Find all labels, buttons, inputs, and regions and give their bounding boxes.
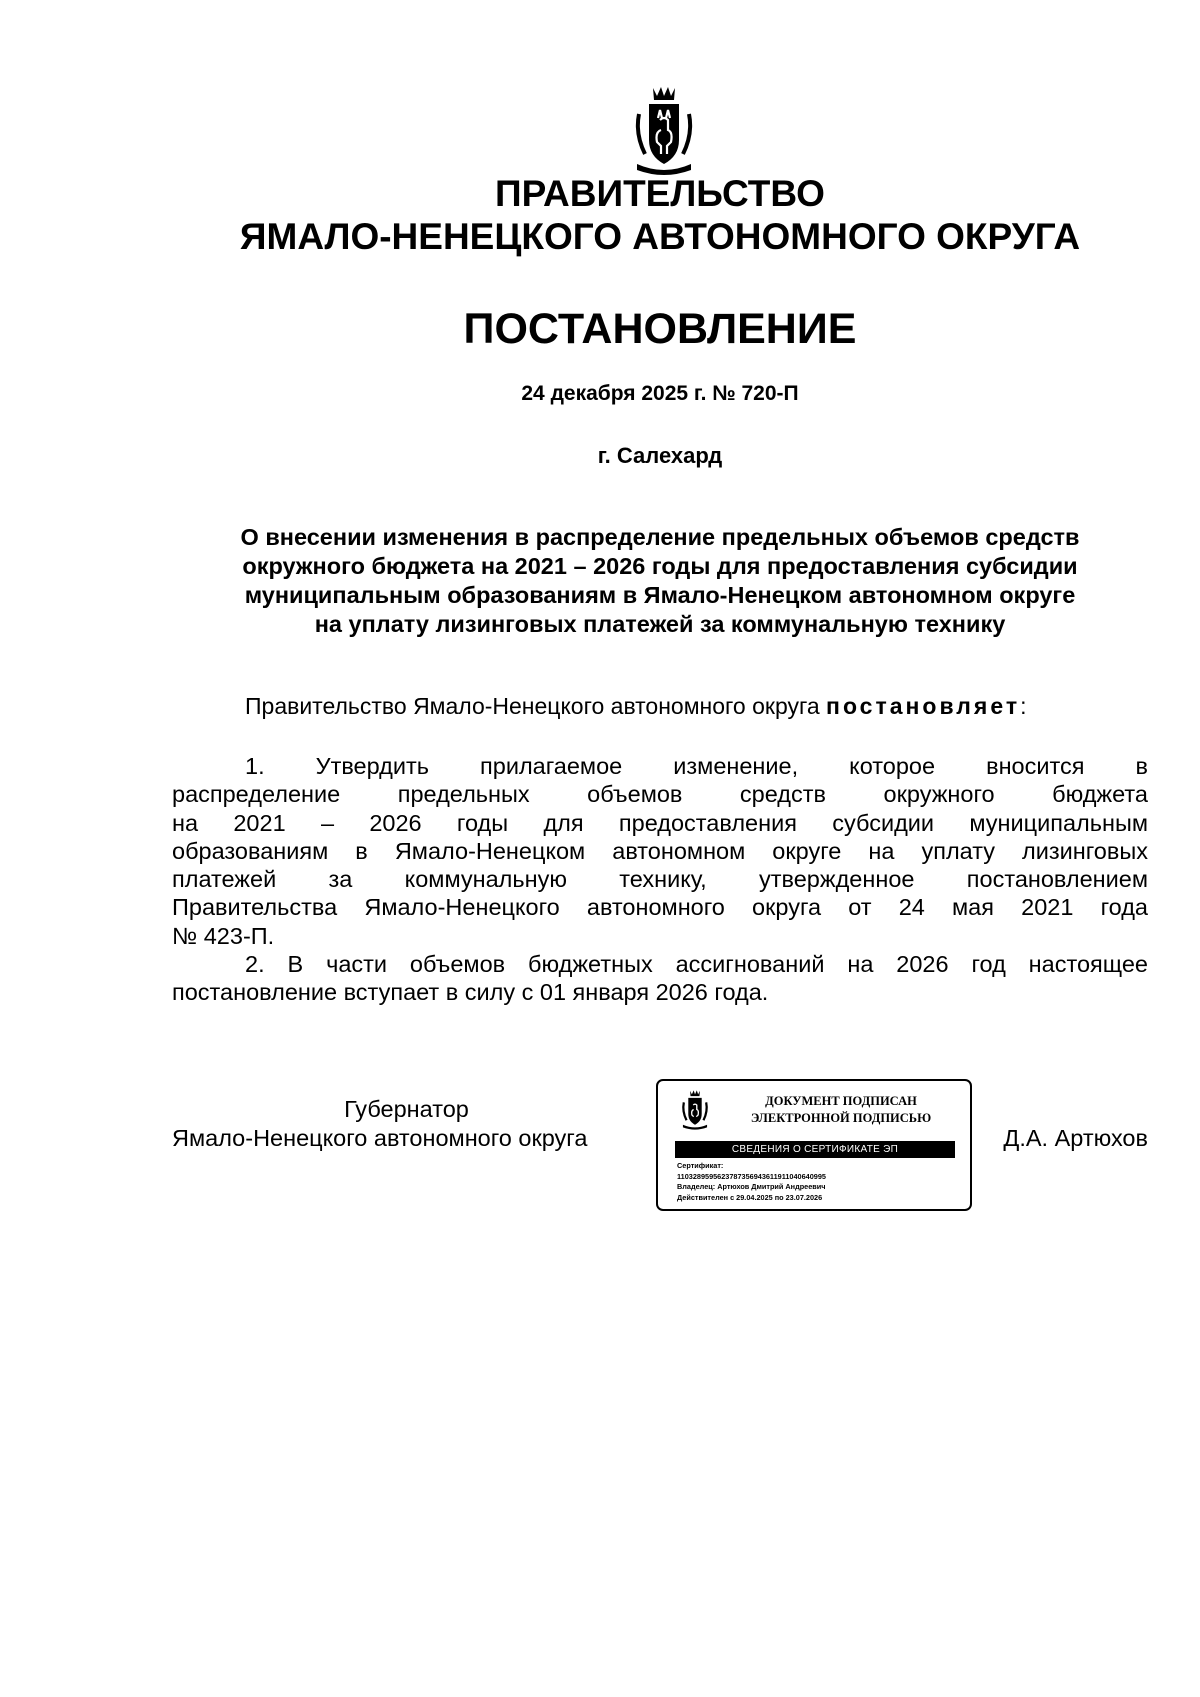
government-name-line1: ПРАВИТЕЛЬСТВО <box>495 173 825 214</box>
stamp-certificate-bar: СВЕДЕНИЯ О СЕРТИФИКАТЕ ЭП <box>675 1141 955 1158</box>
title-line: окружного бюджета на 2021 – 2026 годы для предоставления субсидии <box>242 553 1078 579</box>
electronic-signature-stamp <box>656 1079 972 1211</box>
paragraph-line: платежей за коммунальную технику, утвержденное постановлением <box>172 866 1148 893</box>
paragraph-line: № 423-П. <box>172 922 275 949</box>
coat-of-arms-icon <box>631 84 697 178</box>
government-name-line2: ЯМАЛО-НЕНЕЦКОГО АВТОНОМНОГО ОКРУГА <box>239 216 1081 257</box>
document-date-number: 24 декабря 2025 г. № 720-П <box>521 382 799 405</box>
title-line: на уплату лизинговых платежей за коммунальную технику <box>314 611 1006 637</box>
document-type: ПОСТАНОВЛЕНИЕ <box>463 305 857 353</box>
certificate-validity: Действителен с 29.04.2025 по 23.07.2026 <box>677 1192 823 1202</box>
certificate-number: 1103289595623787356943611911040640995 <box>677 1171 826 1181</box>
signatory-name: Д.А. Артюхов <box>1003 1125 1148 1151</box>
preamble-emphasis: постановляет <box>826 693 1021 719</box>
preamble <box>245 692 1026 720</box>
stamp-title-line2: ЭЛЕКТРОННОЙ ПОДПИСЬЮ <box>750 1111 932 1125</box>
coat-of-arms-icon <box>680 1089 710 1131</box>
stamp-certificate-details <box>677 1161 826 1203</box>
paragraph-line: 1. Утвердить прилагаемое изменение, которое вносится в <box>245 753 1148 779</box>
document-title <box>172 523 1148 639</box>
title-line: муниципальным образованиям в Ямало-Ненецком автономном округе <box>244 582 1076 608</box>
preamble-suffix: : <box>1020 693 1027 719</box>
certificate-owner: Владелец: Артюхов Дмитрий Андреевич <box>677 1182 826 1191</box>
signatory-position-line2: Ямало-Ненецкого автономного округа <box>172 1125 588 1151</box>
paragraph-line: на 2021 – 2026 годы для предоставления субсидии муниципальным <box>172 809 1148 836</box>
paragraph-line: распределение предельных объемов средств окружного бюджета <box>172 781 1148 808</box>
paragraph-line: постановление вступает в силу с 01 января 2026 года. <box>172 979 769 1006</box>
certificate-label: Сертификат: <box>677 1161 724 1170</box>
paragraph-line: образованиям в Ямало-Ненецком автономном округе на уплату лизинговых <box>172 837 1148 864</box>
stamp-title-line1: ДОКУМЕНТ ПОДПИСАН <box>765 1094 917 1108</box>
signatory-position <box>172 1095 641 1153</box>
paragraph-2 <box>172 950 1148 1007</box>
paragraph-1 <box>172 752 1148 950</box>
paragraph-line: 2. В части объемов бюджетных ассигнований на 2026 год настоящее <box>245 951 1148 977</box>
paragraph-line: Правительства Ямало-Ненецкого автономного округа от 24 мая 2021 года <box>172 894 1148 921</box>
title-line: О внесении изменения в распределение предельных объемов средств <box>240 524 1080 550</box>
preamble-text: Правительство Ямало-Ненецкого автономного округа <box>245 693 827 719</box>
document-city: г. Салехард <box>597 443 723 468</box>
signatory-position-line1: Губернатор <box>344 1096 469 1122</box>
